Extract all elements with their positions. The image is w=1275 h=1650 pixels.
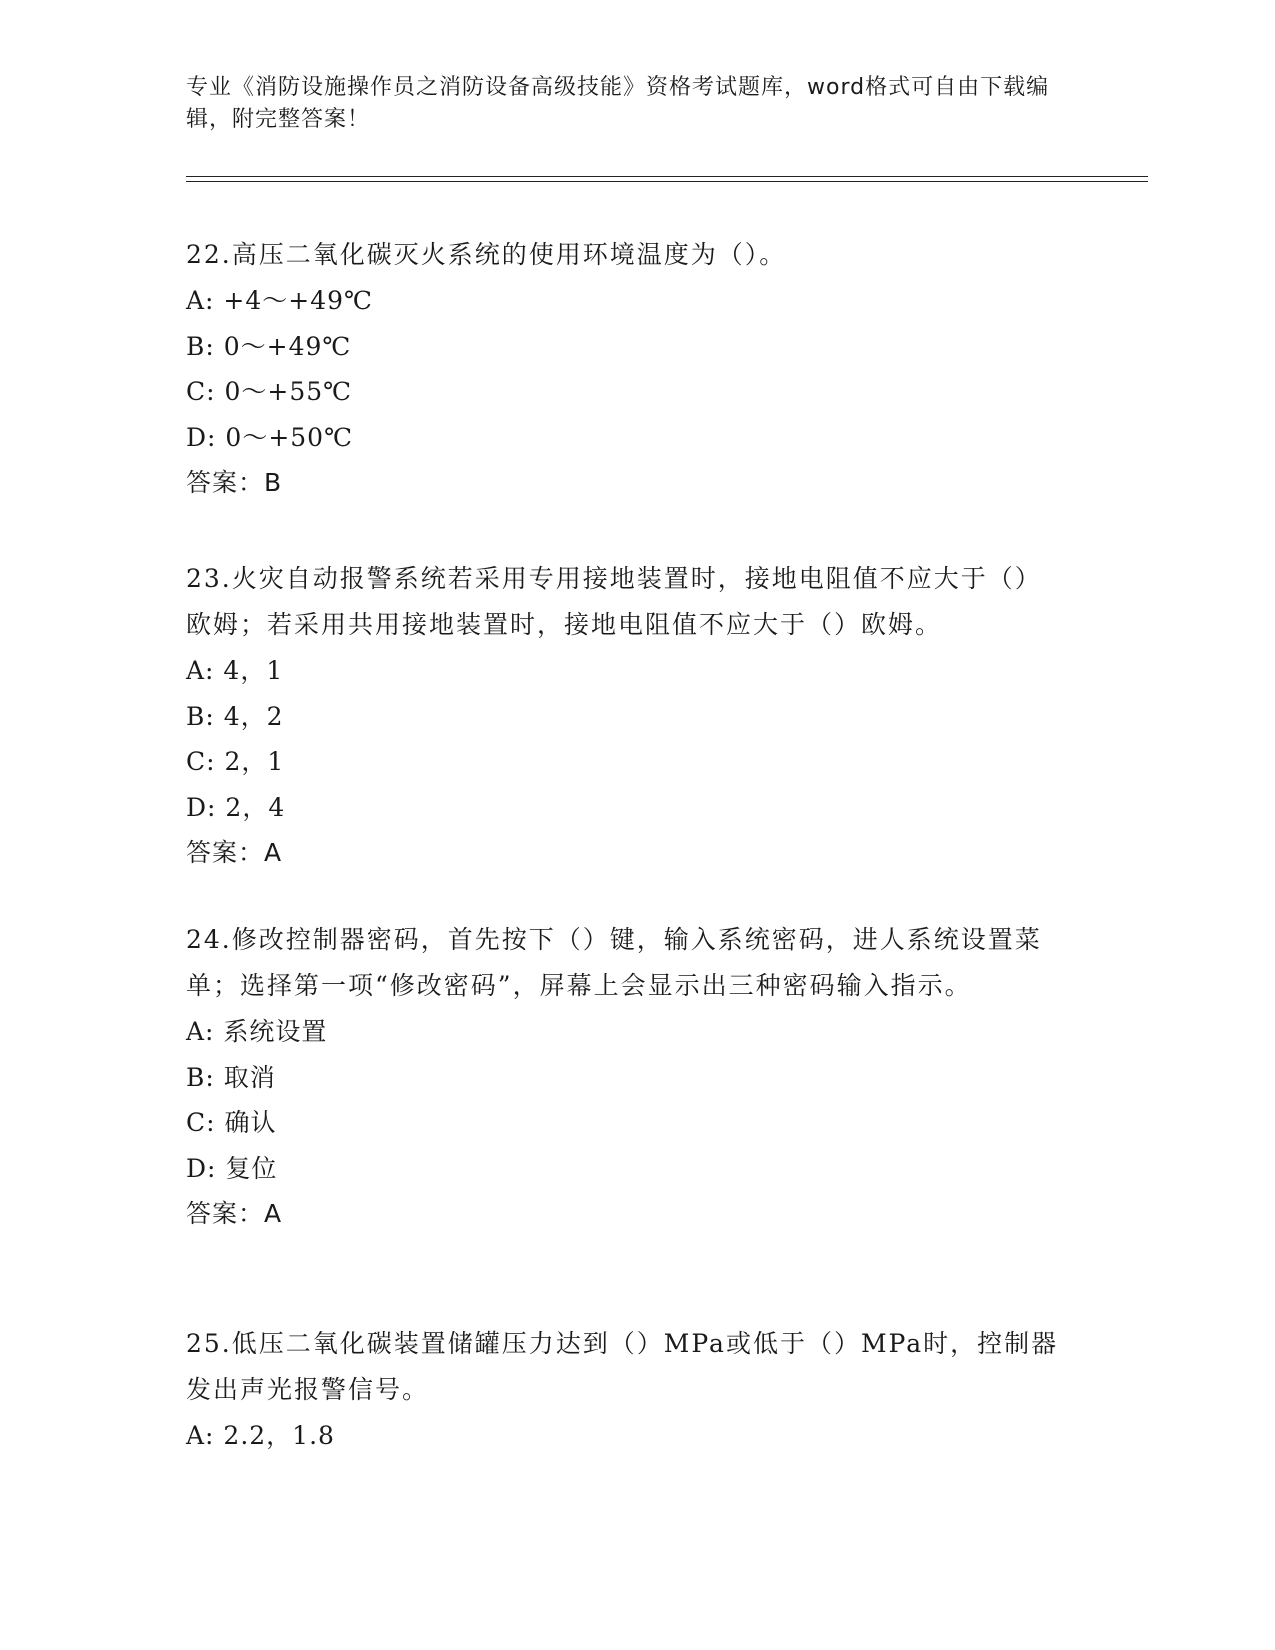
question-stem: 23.火灾自动报警系统若采用专用接地装置时，接地电阻值不应大于（）欧姆；若采用共用接地装置时，接地电阻值不应大于（）欧姆。 [186, 564, 1042, 639]
question-stem: 22.高压二氧化碳灭火系统的使用环境温度为（）。 [186, 240, 787, 269]
question-stem: 24.修改控制器密码，首先按下（）键，输入系统密码，进人系统设置菜单；选择第一项“修改密码”，屏幕上会显示出三种密码输入指示。 [186, 925, 1042, 1000]
option-d: D: 2，4 [186, 792, 286, 822]
option-a: A: 4，1 [186, 656, 284, 685]
option-b: B: 0～+49℃ [186, 331, 352, 361]
question-stem: 25.低压二氧化碳装置储罐压力达到（）MPa或低于（）MPa时，控制器发出声光报警信号。 [186, 1329, 1059, 1404]
question-23 [186, 556, 1066, 875]
answer: 答案：A [186, 838, 283, 867]
question-24 [186, 917, 1066, 1236]
answer: 答案：B [186, 468, 283, 497]
question-22 [186, 232, 1066, 505]
header-divider-bottom [186, 181, 1148, 182]
answer: 答案：A [186, 1199, 283, 1228]
option-a: A: 系统设置 [186, 1017, 328, 1046]
option-c: C: 确认 [186, 1108, 277, 1137]
option-b: B: 取消 [186, 1062, 276, 1092]
option-a: A: 2.2，1.8 [186, 1421, 335, 1450]
option-c: C: 0～+55℃ [186, 377, 353, 406]
header-divider-top [186, 176, 1148, 177]
question-25 [186, 1321, 1066, 1459]
option-d: D: 复位 [186, 1153, 278, 1183]
option-c: C: 2，1 [186, 747, 285, 776]
option-d: D: 0～+50℃ [186, 422, 354, 452]
document-header: 专业《消防设施操作员之消防设备高级技能》资格考试题库，word格式可自由下载编辑，附完整答案！ [186, 75, 1050, 132]
option-b: B: 4，2 [186, 701, 284, 731]
option-a: A: +4～+49℃ [186, 286, 374, 315]
